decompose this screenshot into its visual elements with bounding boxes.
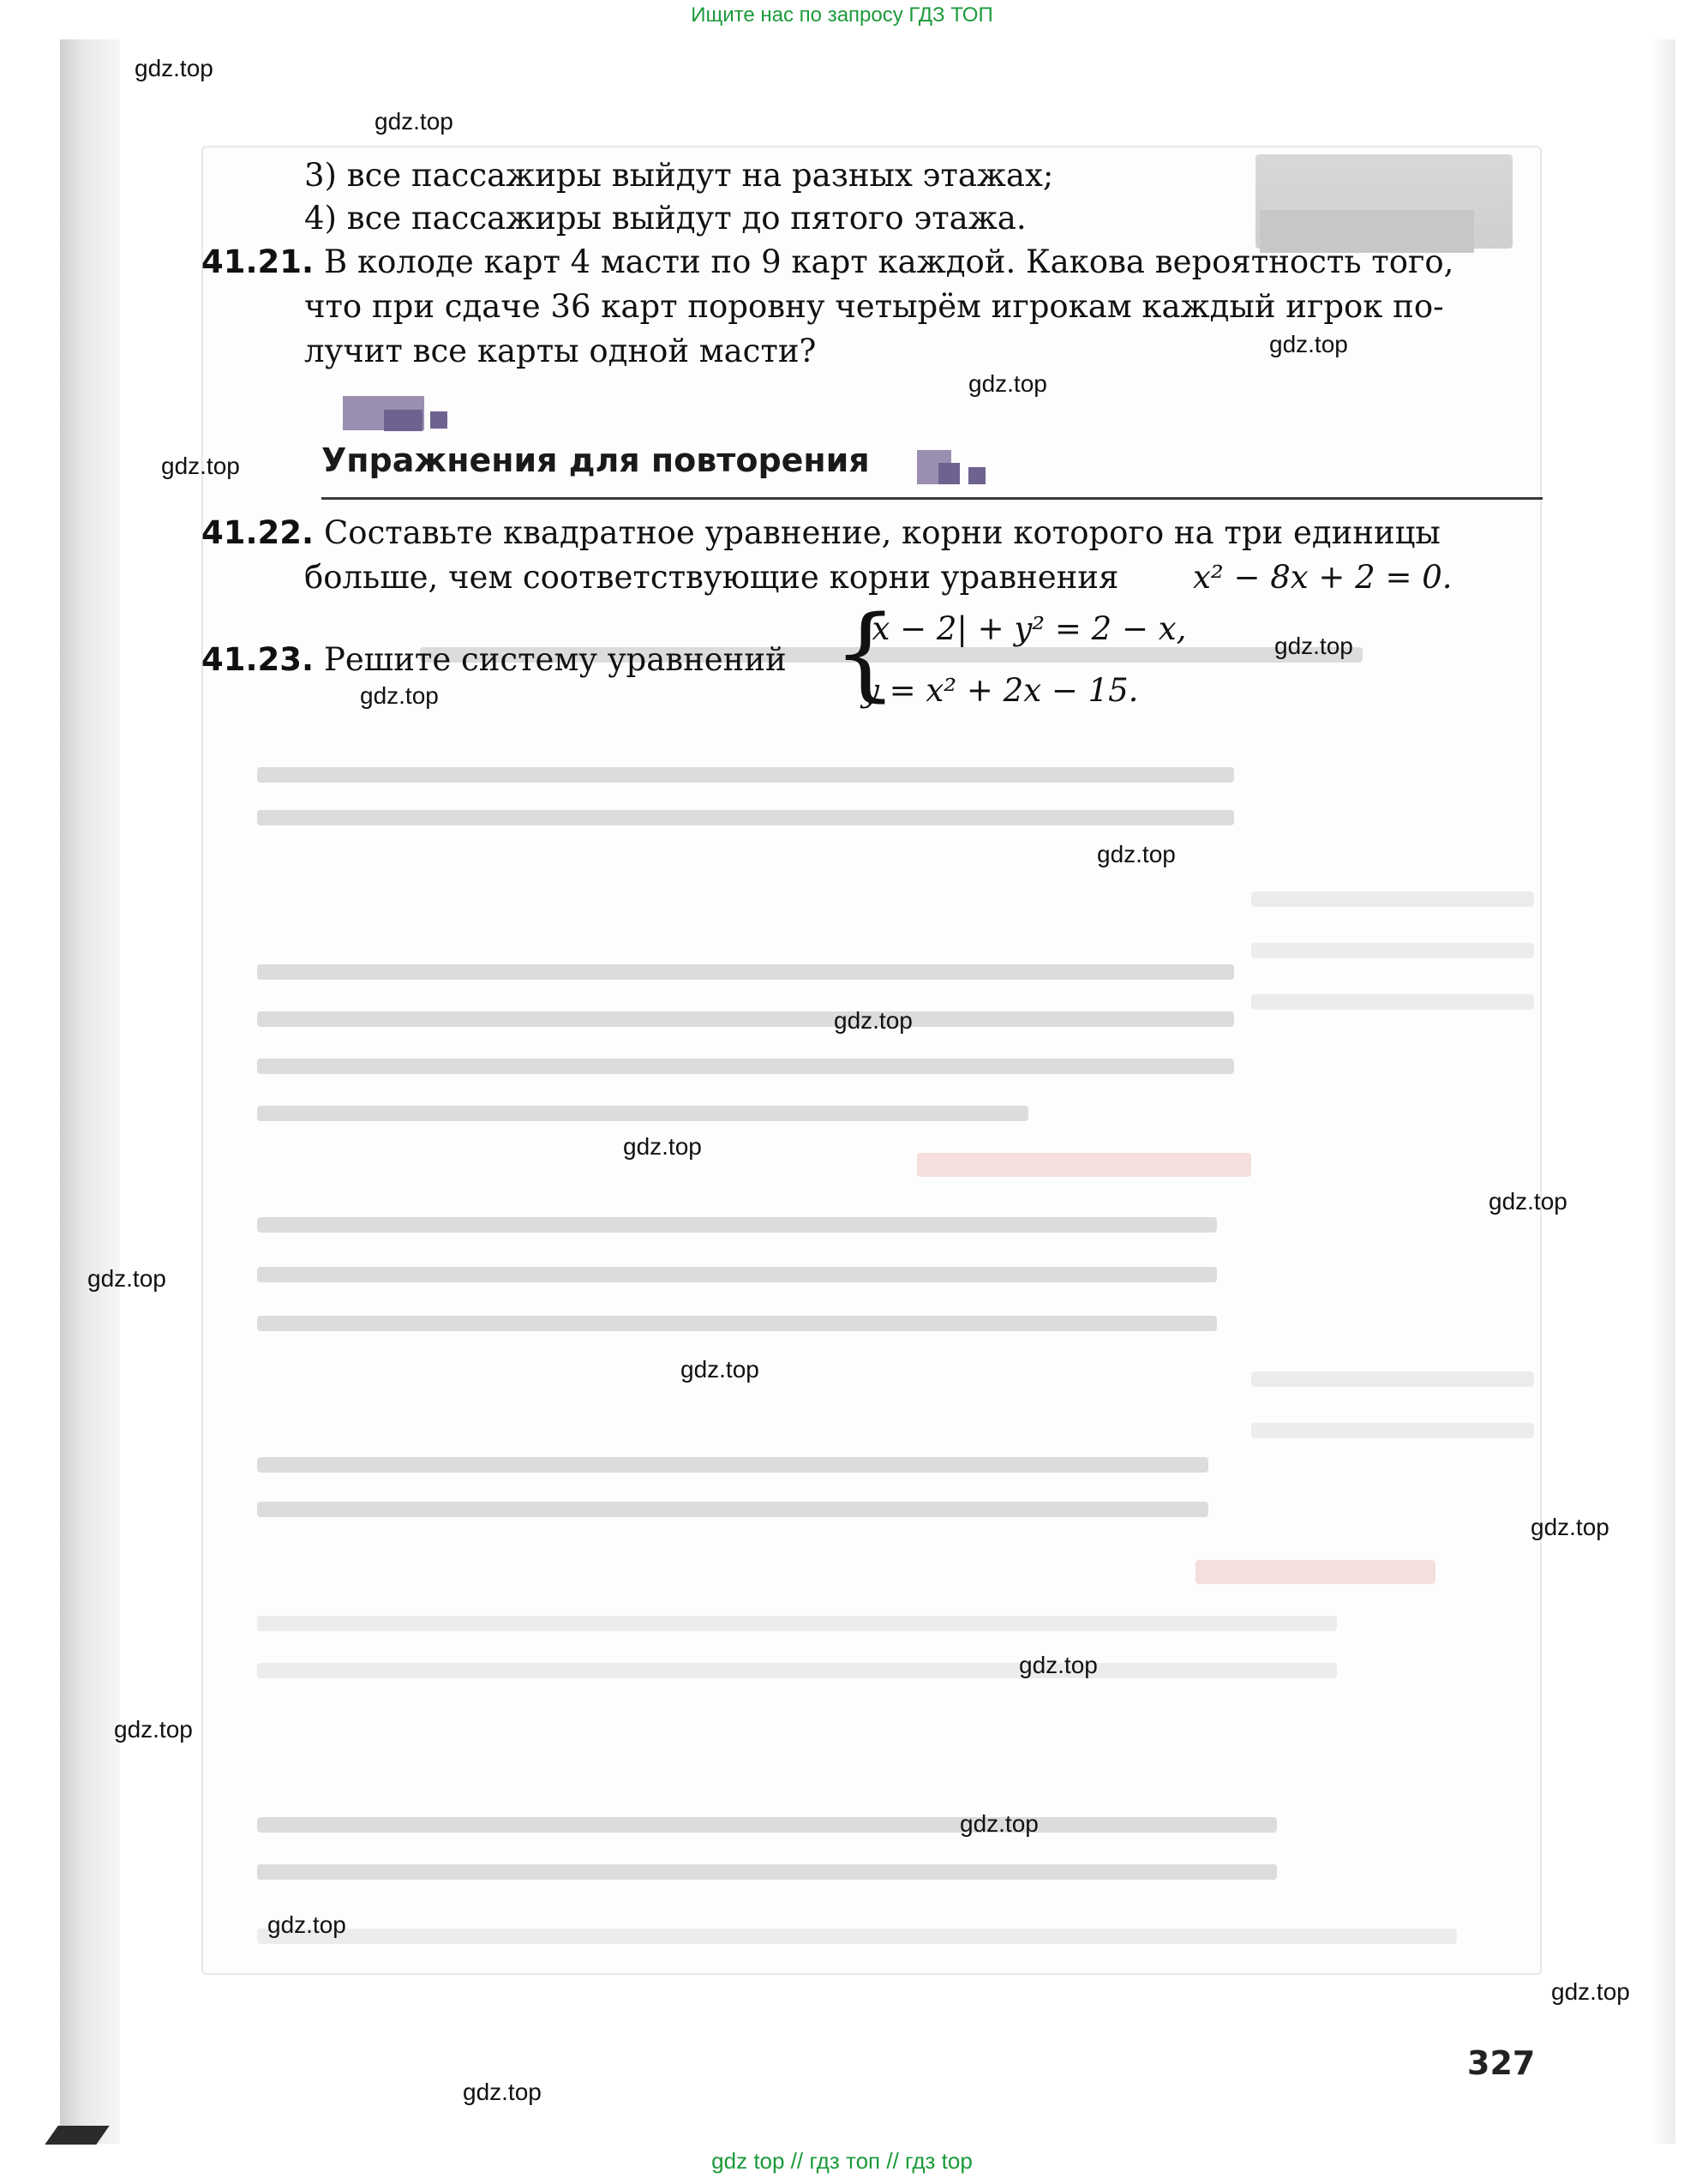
showthrough-line — [257, 1316, 1217, 1331]
problem-41-21-line-2: что при сдаче 36 карт поровну четырём игрокам каждый игрок по- — [304, 288, 1444, 325]
showthrough-line — [1251, 943, 1534, 958]
problem-41-22-line-2: больше, чем соответствующие корни уравнения — [304, 559, 1119, 596]
showthrough-subheading — [917, 1153, 1251, 1177]
problem-41-21-line-3: лучит все карты одной масти? — [304, 333, 817, 369]
system-equation-2: y = x² + 2x − 15. — [861, 672, 1139, 709]
watermark: gdz.top — [968, 370, 1047, 397]
watermark: gdz.top — [1551, 1978, 1630, 2005]
watermark: gdz.top — [834, 1007, 913, 1034]
problem-41-23-text: Решите систему уравнений — [324, 641, 787, 678]
system-brace: { — [833, 593, 898, 711]
problem-number-41-23: 41.23. — [201, 641, 315, 678]
watermark: gdz.top — [375, 108, 453, 135]
problem-number-41-22: 41.22. — [201, 514, 315, 551]
showthrough-line — [257, 964, 1234, 980]
watermark: gdz.top — [960, 1810, 1039, 1837]
showthrough-line — [257, 767, 1234, 783]
showthrough-line — [257, 810, 1234, 825]
showthrough-line — [1251, 1371, 1534, 1387]
watermark: gdz.top — [1489, 1188, 1567, 1215]
section-decoration-block — [384, 410, 422, 431]
watermark: gdz.top — [267, 1911, 346, 1938]
watermark: gdz.top — [1531, 1514, 1609, 1540]
section-divider — [321, 497, 1543, 500]
showthrough-subheading — [1196, 1560, 1435, 1584]
showthrough-line — [257, 1502, 1208, 1517]
page-number: 327 — [1467, 2044, 1536, 2082]
top-banner[interactable]: Ищите нас по запросу ГДЗ ТОП — [691, 3, 993, 27]
showthrough-line — [257, 1616, 1337, 1631]
previous-item-4: 4) все пассажиры выйдут до пятого этажа. — [304, 200, 1027, 237]
watermark: gdz.top — [360, 682, 439, 709]
section-title: Упражнения для повторения — [321, 441, 870, 479]
watermark: gdz.top — [463, 2079, 542, 2105]
showthrough-line — [1251, 994, 1534, 1010]
watermark: gdz.top — [623, 1133, 702, 1160]
showthrough-line — [1251, 1423, 1534, 1438]
watermark: gdz.top — [680, 1356, 759, 1383]
watermark: gdz.top — [87, 1265, 166, 1292]
showthrough-line — [257, 1011, 1234, 1027]
section-decoration-block — [938, 463, 960, 484]
showthrough-line — [257, 1217, 1217, 1233]
showthrough-line — [257, 1106, 1028, 1121]
watermark: gdz.top — [1269, 331, 1348, 357]
page-right-edge — [1650, 39, 1675, 2144]
section-decoration-block — [430, 411, 447, 429]
watermark: gdz.top — [161, 453, 240, 479]
section-decoration-block — [968, 467, 986, 484]
showthrough-line — [257, 1864, 1277, 1880]
bottom-banner[interactable]: gdz top // гдз топ // гдз top — [711, 2148, 973, 2174]
watermark: gdz.top — [114, 1716, 193, 1743]
showthrough-line — [257, 1059, 1234, 1074]
system-equation-1: |x − 2| + y² = 2 − x, — [861, 610, 1187, 647]
showthrough-line — [257, 1929, 1457, 1944]
problem-41-22-line-1: Составьте квадратное уравнение, корни которого на три единицы — [324, 514, 1441, 551]
watermark: gdz.top — [135, 55, 213, 81]
problem-41-22-equation: x² − 8x + 2 = 0. — [1193, 559, 1453, 596]
showthrough-line — [257, 1663, 1337, 1678]
watermark: gdz.top — [1097, 841, 1176, 867]
watermark: gdz.top — [1019, 1652, 1098, 1678]
problem-41-21-line-1: В колоде карт 4 масти по 9 карт каждой. Какова вероятность того, — [324, 243, 1454, 280]
watermark: gdz.top — [1274, 633, 1353, 659]
previous-item-3: 3) все пассажиры выйдут на разных этажах; — [304, 157, 1054, 194]
showthrough-line — [257, 1267, 1217, 1282]
showthrough-line — [257, 1457, 1208, 1473]
showthrough-line — [257, 1817, 1277, 1833]
book-spine-shadow — [60, 39, 120, 2144]
problem-number-41-21: 41.21. — [201, 243, 315, 280]
showthrough-line — [1251, 891, 1534, 907]
